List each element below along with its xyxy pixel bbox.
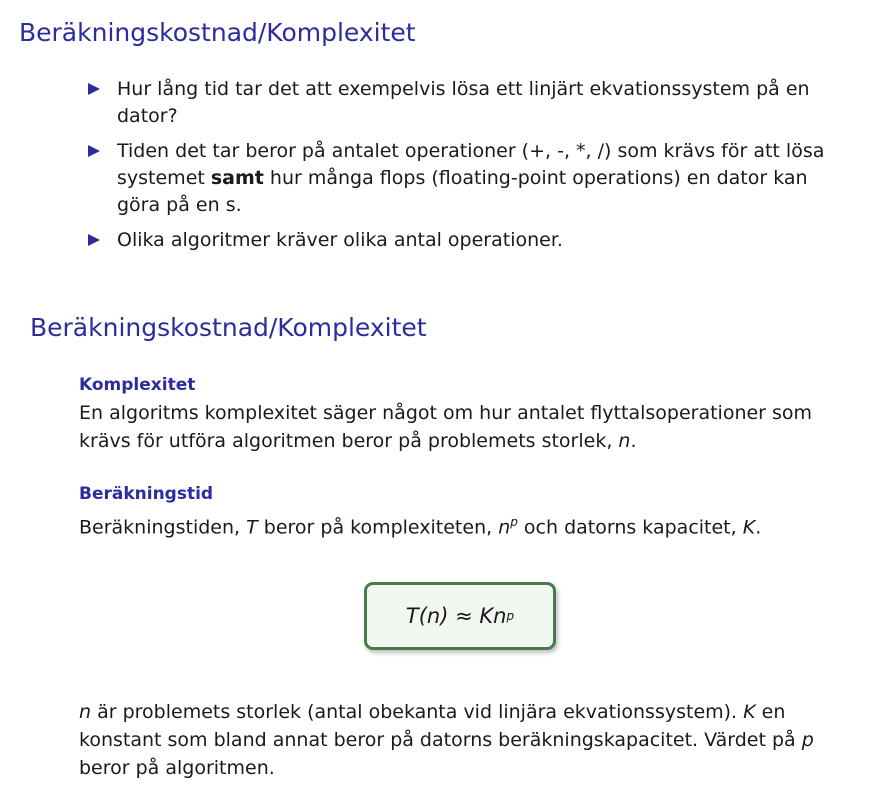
math-var-p: p <box>801 729 814 751</box>
complexity-block-body <box>79 399 849 455</box>
triangle-bullet-icon <box>88 83 100 95</box>
explanation-text: en konstant som bland annat beror på datorns beräkningskapacitet. Värdet på <box>79 701 802 751</box>
complexity-block <box>79 374 849 455</box>
formula-box <box>364 582 556 650</box>
formula-exponent: p <box>506 609 515 623</box>
computation-time-block-body <box>79 508 849 541</box>
time-text: beror på komplexiteten, <box>257 516 499 539</box>
complexity-block-title: Komplexitet <box>79 375 196 395</box>
math-var-n: n <box>498 516 511 539</box>
slide-2-title: Beräkningskostnad/Komplexitet <box>30 313 427 342</box>
complexity-text: En algoritms komplexitet säger något om hur antalet flyttalsoperationer som krävs för utföra algoritmen beror på problemets storlek, <box>79 402 813 452</box>
bullet-item <box>88 138 848 219</box>
time-text: Beräkningstiden, <box>79 516 247 539</box>
computation-time-block-title: Beräkningstid <box>79 484 214 504</box>
explanation-text: beror på algoritmen. <box>79 757 275 779</box>
slide-1-title: Beräkningskostnad/Komplexitet <box>19 18 416 47</box>
math-var-n: n <box>79 701 92 723</box>
bullet-list <box>88 76 848 262</box>
triangle-bullet-icon <box>88 145 100 157</box>
complexity-text-end: . <box>630 430 637 452</box>
math-var-K: K <box>742 516 756 539</box>
triangle-bullet-icon <box>88 234 100 246</box>
bullet-bold-text: samt <box>210 167 264 189</box>
math-var-n: n <box>618 430 631 452</box>
slide-1 <box>0 0 885 290</box>
time-text: och datorns kapacitet, <box>517 516 743 539</box>
bullet-item <box>88 227 848 254</box>
bullet-text: Tiden det tar beror på antalet operationer (+, -, *, /) som krävs för att lösa systemet <box>117 140 825 189</box>
explanation-paragraph <box>79 698 849 782</box>
computation-time-block <box>79 483 849 541</box>
math-exponent-p: p <box>510 515 518 529</box>
time-text: . <box>755 516 762 539</box>
slide-2 <box>0 290 885 797</box>
bullet-item <box>88 76 848 130</box>
explanation-text: är problemets storlek (antal obekanta vid linjära ekvationssystem). <box>91 701 744 723</box>
formula-lhs: T(n) <box>405 604 449 628</box>
bullet-text: Hur lång tid tar det att exempelvis lösa ett linjärt ekvationssystem på en dator? <box>117 78 810 127</box>
bullet-text: Olika algoritmer kräver olika antal operationer. <box>117 229 563 251</box>
formula-rhs: Kn <box>479 604 507 628</box>
math-var-K: K <box>743 701 756 723</box>
bullet-text: hur många flops (floating-point operations) en dator kan göra på en s. <box>117 167 808 216</box>
formula-approx-sign: ≈ <box>448 604 480 628</box>
math-var-T: T <box>246 516 258 539</box>
